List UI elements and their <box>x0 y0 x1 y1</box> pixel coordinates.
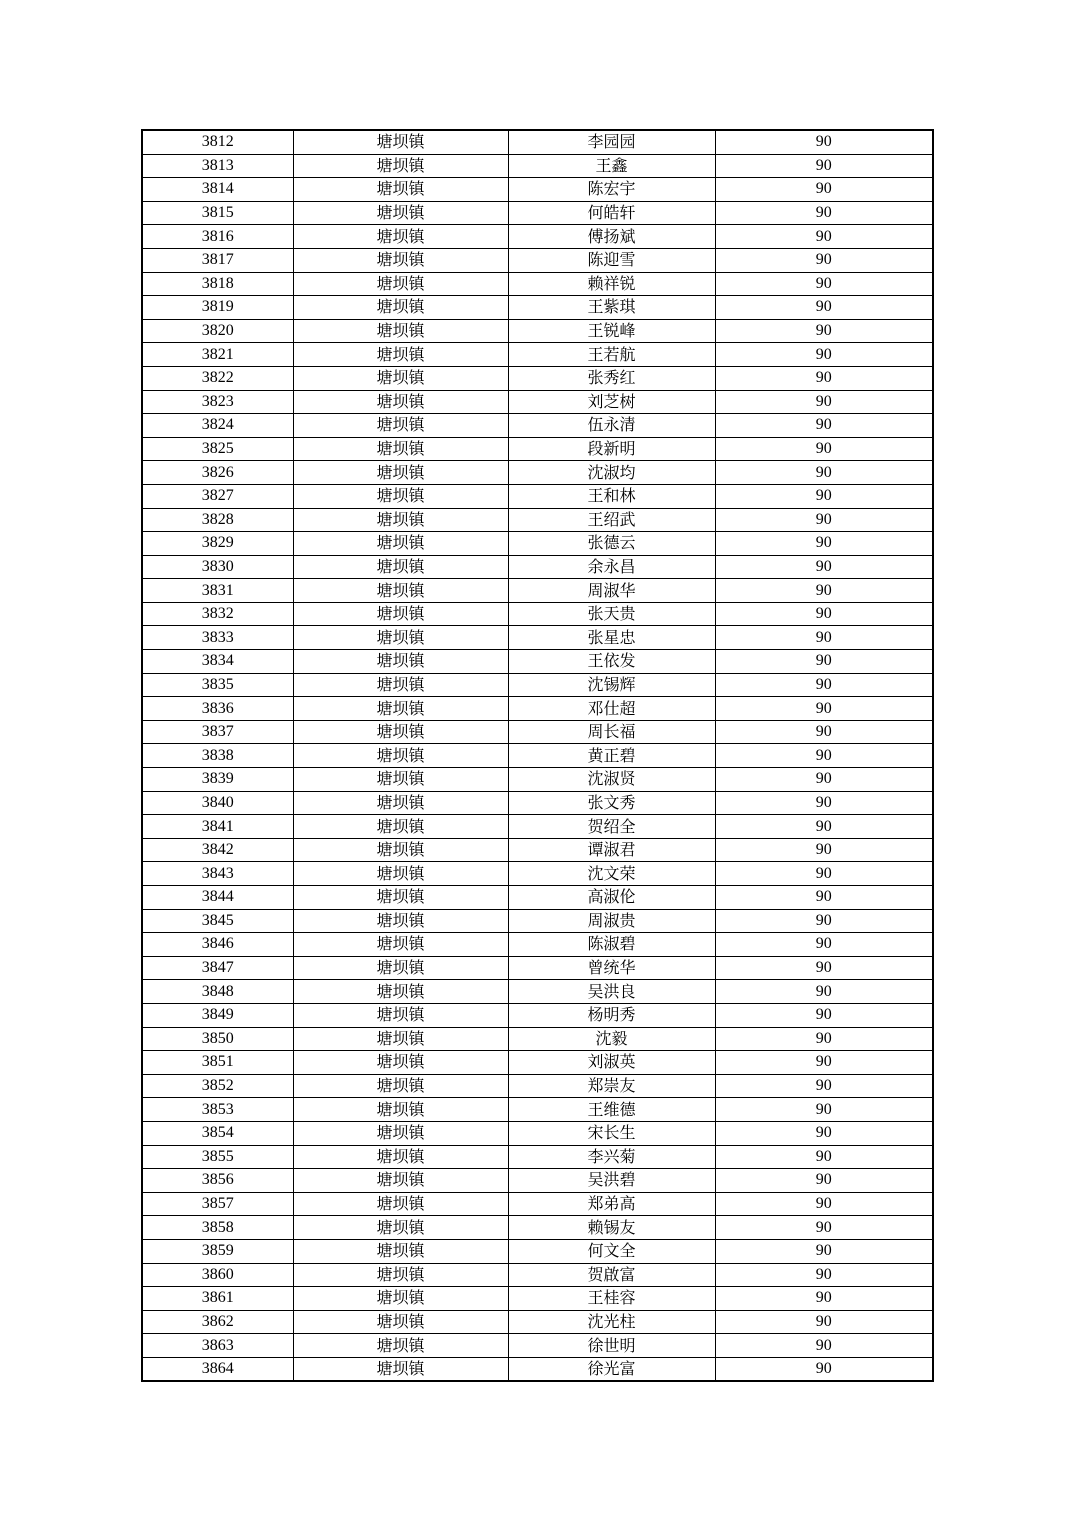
town-cell: 塘坝镇 <box>293 1216 508 1240</box>
town-cell: 塘坝镇 <box>293 886 508 910</box>
score-cell: 90 <box>715 1169 933 1193</box>
person-name-cell: 赖祥锐 <box>508 272 715 296</box>
table-row <box>142 154 933 178</box>
serial-number-cell: 3818 <box>142 272 293 296</box>
town-cell: 塘坝镇 <box>293 296 508 320</box>
score-cell: 90 <box>715 272 933 296</box>
score-cell: 90 <box>715 626 933 650</box>
person-name-cell: 沈锡辉 <box>508 673 715 697</box>
score-cell: 90 <box>715 555 933 579</box>
town-cell: 塘坝镇 <box>293 909 508 933</box>
serial-number-cell: 3851 <box>142 1051 293 1075</box>
table-row <box>142 956 933 980</box>
serial-number-cell: 3812 <box>142 130 293 154</box>
table-row <box>142 791 933 815</box>
person-name-cell: 赖锡友 <box>508 1216 715 1240</box>
score-cell: 90 <box>715 1074 933 1098</box>
score-cell: 90 <box>715 366 933 390</box>
town-cell: 塘坝镇 <box>293 484 508 508</box>
serial-number-cell: 3822 <box>142 366 293 390</box>
town-cell: 塘坝镇 <box>293 178 508 202</box>
table-row <box>142 1074 933 1098</box>
table-row <box>142 248 933 272</box>
score-cell: 90 <box>715 414 933 438</box>
score-cell: 90 <box>715 1287 933 1311</box>
table-row <box>142 1169 933 1193</box>
town-cell: 塘坝镇 <box>293 1074 508 1098</box>
town-cell: 塘坝镇 <box>293 366 508 390</box>
score-cell: 90 <box>715 1263 933 1287</box>
score-cell: 90 <box>715 1145 933 1169</box>
table-row <box>142 697 933 721</box>
town-cell: 塘坝镇 <box>293 673 508 697</box>
score-cell: 90 <box>715 154 933 178</box>
table-row <box>142 626 933 650</box>
serial-number-cell: 3825 <box>142 437 293 461</box>
person-name-cell: 高淑伦 <box>508 886 715 910</box>
person-name-cell: 吴洪碧 <box>508 1169 715 1193</box>
table-row <box>142 201 933 225</box>
town-cell: 塘坝镇 <box>293 980 508 1004</box>
town-cell: 塘坝镇 <box>293 791 508 815</box>
person-name-cell: 沈淑贤 <box>508 768 715 792</box>
town-cell: 塘坝镇 <box>293 744 508 768</box>
town-cell: 塘坝镇 <box>293 697 508 721</box>
person-name-cell: 沈淑均 <box>508 461 715 485</box>
town-cell: 塘坝镇 <box>293 1169 508 1193</box>
town-cell: 塘坝镇 <box>293 272 508 296</box>
score-cell: 90 <box>715 1357 933 1381</box>
town-cell: 塘坝镇 <box>293 768 508 792</box>
serial-number-cell: 3817 <box>142 248 293 272</box>
score-cell: 90 <box>715 697 933 721</box>
serial-number-cell: 3826 <box>142 461 293 485</box>
table-row <box>142 886 933 910</box>
serial-number-cell: 3853 <box>142 1098 293 1122</box>
score-cell: 90 <box>715 248 933 272</box>
score-cell: 90 <box>715 980 933 1004</box>
table-row <box>142 838 933 862</box>
person-name-cell: 杨明秀 <box>508 1003 715 1027</box>
town-cell: 塘坝镇 <box>293 201 508 225</box>
table-row <box>142 225 933 249</box>
town-cell: 塘坝镇 <box>293 838 508 862</box>
table-row <box>142 1145 933 1169</box>
table-row <box>142 1192 933 1216</box>
town-cell: 塘坝镇 <box>293 1003 508 1027</box>
score-cell: 90 <box>715 1310 933 1334</box>
serial-number-cell: 3823 <box>142 390 293 414</box>
town-cell: 塘坝镇 <box>293 720 508 744</box>
person-name-cell: 黄正碧 <box>508 744 715 768</box>
serial-number-cell: 3836 <box>142 697 293 721</box>
person-name-cell: 刘淑英 <box>508 1051 715 1075</box>
table-row <box>142 437 933 461</box>
serial-number-cell: 3861 <box>142 1287 293 1311</box>
table-row <box>142 1051 933 1075</box>
town-cell: 塘坝镇 <box>293 1334 508 1358</box>
serial-number-cell: 3860 <box>142 1263 293 1287</box>
person-name-cell: 陈淑碧 <box>508 933 715 957</box>
score-cell: 90 <box>715 343 933 367</box>
table-row <box>142 508 933 532</box>
table-row <box>142 555 933 579</box>
serial-number-cell: 3821 <box>142 343 293 367</box>
table-row <box>142 673 933 697</box>
score-cell: 90 <box>715 319 933 343</box>
score-cell: 90 <box>715 437 933 461</box>
person-name-cell: 贺绍全 <box>508 815 715 839</box>
score-cell: 90 <box>715 532 933 556</box>
score-cell: 90 <box>715 933 933 957</box>
town-cell: 塘坝镇 <box>293 1263 508 1287</box>
score-cell: 90 <box>715 791 933 815</box>
table-row <box>142 178 933 202</box>
score-cell: 90 <box>715 1027 933 1051</box>
score-cell: 90 <box>715 886 933 910</box>
score-cell: 90 <box>715 579 933 603</box>
person-name-cell: 郑弟高 <box>508 1192 715 1216</box>
score-cell: 90 <box>715 1239 933 1263</box>
serial-number-cell: 3848 <box>142 980 293 1004</box>
person-name-cell: 王依发 <box>508 650 715 674</box>
person-name-cell: 王绍武 <box>508 508 715 532</box>
person-name-cell: 郑崇友 <box>508 1074 715 1098</box>
person-name-cell: 张德云 <box>508 532 715 556</box>
person-name-cell: 傅扬斌 <box>508 225 715 249</box>
town-cell: 塘坝镇 <box>293 1192 508 1216</box>
table-row <box>142 720 933 744</box>
person-name-cell: 何皓轩 <box>508 201 715 225</box>
table-row <box>142 461 933 485</box>
score-cell: 90 <box>715 744 933 768</box>
table-row <box>142 319 933 343</box>
serial-number-cell: 3850 <box>142 1027 293 1051</box>
table-row <box>142 768 933 792</box>
person-name-cell: 周长福 <box>508 720 715 744</box>
person-name-cell: 王鑫 <box>508 154 715 178</box>
score-cell: 90 <box>715 909 933 933</box>
town-cell: 塘坝镇 <box>293 650 508 674</box>
table-row <box>142 414 933 438</box>
person-name-cell: 张天贵 <box>508 602 715 626</box>
person-name-cell: 何文全 <box>508 1239 715 1263</box>
town-cell: 塘坝镇 <box>293 508 508 532</box>
table-row <box>142 602 933 626</box>
town-cell: 塘坝镇 <box>293 815 508 839</box>
town-cell: 塘坝镇 <box>293 437 508 461</box>
person-name-cell: 吴洪良 <box>508 980 715 1004</box>
score-cell: 90 <box>715 484 933 508</box>
serial-number-cell: 3839 <box>142 768 293 792</box>
person-name-cell: 陈迎雪 <box>508 248 715 272</box>
person-name-cell: 王桂容 <box>508 1287 715 1311</box>
serial-number-cell: 3814 <box>142 178 293 202</box>
person-name-cell: 曾统华 <box>508 956 715 980</box>
town-cell: 塘坝镇 <box>293 130 508 154</box>
table-row <box>142 366 933 390</box>
table-row <box>142 272 933 296</box>
table-row <box>142 933 933 957</box>
serial-number-cell: 3830 <box>142 555 293 579</box>
serial-number-cell: 3844 <box>142 886 293 910</box>
serial-number-cell: 3857 <box>142 1192 293 1216</box>
score-cell: 90 <box>715 130 933 154</box>
person-name-cell: 沈光柱 <box>508 1310 715 1334</box>
serial-number-cell: 3831 <box>142 579 293 603</box>
serial-number-cell: 3858 <box>142 1216 293 1240</box>
town-cell: 塘坝镇 <box>293 1287 508 1311</box>
town-cell: 塘坝镇 <box>293 862 508 886</box>
town-cell: 塘坝镇 <box>293 1121 508 1145</box>
serial-number-cell: 3856 <box>142 1169 293 1193</box>
table-row <box>142 862 933 886</box>
serial-number-cell: 3824 <box>142 414 293 438</box>
town-cell: 塘坝镇 <box>293 1145 508 1169</box>
score-cell: 90 <box>715 673 933 697</box>
score-cell: 90 <box>715 815 933 839</box>
score-cell: 90 <box>715 720 933 744</box>
table-row <box>142 1287 933 1311</box>
town-cell: 塘坝镇 <box>293 933 508 957</box>
table-row <box>142 1239 933 1263</box>
town-cell: 塘坝镇 <box>293 626 508 650</box>
town-cell: 塘坝镇 <box>293 343 508 367</box>
person-name-cell: 刘芝树 <box>508 390 715 414</box>
person-name-cell: 王若航 <box>508 343 715 367</box>
person-name-cell: 张星忠 <box>508 626 715 650</box>
person-name-cell: 余永昌 <box>508 555 715 579</box>
table-row <box>142 484 933 508</box>
serial-number-cell: 3855 <box>142 1145 293 1169</box>
serial-number-cell: 3813 <box>142 154 293 178</box>
person-name-cell: 张文秀 <box>508 791 715 815</box>
serial-number-cell: 3843 <box>142 862 293 886</box>
serial-number-cell: 3837 <box>142 720 293 744</box>
serial-number-cell: 3841 <box>142 815 293 839</box>
town-cell: 塘坝镇 <box>293 414 508 438</box>
person-name-cell: 谭淑君 <box>508 838 715 862</box>
person-name-cell: 王紫琪 <box>508 296 715 320</box>
serial-number-cell: 3863 <box>142 1334 293 1358</box>
table-row <box>142 1098 933 1122</box>
table-row <box>142 1216 933 1240</box>
table-row <box>142 1263 933 1287</box>
score-cell: 90 <box>715 1003 933 1027</box>
serial-number-cell: 3859 <box>142 1239 293 1263</box>
table-row <box>142 650 933 674</box>
score-cell: 90 <box>715 768 933 792</box>
serial-number-cell: 3846 <box>142 933 293 957</box>
table-row <box>142 1027 933 1051</box>
person-name-cell: 段新明 <box>508 437 715 461</box>
town-cell: 塘坝镇 <box>293 1027 508 1051</box>
serial-number-cell: 3849 <box>142 1003 293 1027</box>
person-name-cell: 李兴菊 <box>508 1145 715 1169</box>
score-cell: 90 <box>715 178 933 202</box>
person-name-cell: 邓仕超 <box>508 697 715 721</box>
person-name-cell: 沈文荣 <box>508 862 715 886</box>
score-cell: 90 <box>715 650 933 674</box>
score-cell: 90 <box>715 1192 933 1216</box>
serial-number-cell: 3842 <box>142 838 293 862</box>
table-row <box>142 130 933 154</box>
table-row <box>142 909 933 933</box>
score-cell: 90 <box>715 1334 933 1358</box>
serial-number-cell: 3852 <box>142 1074 293 1098</box>
table-row <box>142 579 933 603</box>
score-cell: 90 <box>715 1098 933 1122</box>
score-cell: 90 <box>715 461 933 485</box>
table-row <box>142 815 933 839</box>
person-name-cell: 宋长生 <box>508 1121 715 1145</box>
person-name-cell: 张秀红 <box>508 366 715 390</box>
town-cell: 塘坝镇 <box>293 555 508 579</box>
roster-table <box>141 129 934 1382</box>
town-cell: 塘坝镇 <box>293 1239 508 1263</box>
serial-number-cell: 3834 <box>142 650 293 674</box>
score-cell: 90 <box>715 1121 933 1145</box>
town-cell: 塘坝镇 <box>293 956 508 980</box>
person-name-cell: 贺啟富 <box>508 1263 715 1287</box>
table-row <box>142 343 933 367</box>
roster-body <box>142 130 933 1381</box>
person-name-cell: 王维德 <box>508 1098 715 1122</box>
table-row <box>142 390 933 414</box>
serial-number-cell: 3828 <box>142 508 293 532</box>
serial-number-cell: 3862 <box>142 1310 293 1334</box>
score-cell: 90 <box>715 508 933 532</box>
town-cell: 塘坝镇 <box>293 532 508 556</box>
town-cell: 塘坝镇 <box>293 1051 508 1075</box>
table-row <box>142 980 933 1004</box>
serial-number-cell: 3833 <box>142 626 293 650</box>
score-cell: 90 <box>715 201 933 225</box>
score-cell: 90 <box>715 602 933 626</box>
serial-number-cell: 3840 <box>142 791 293 815</box>
serial-number-cell: 3829 <box>142 532 293 556</box>
person-name-cell: 徐光富 <box>508 1357 715 1381</box>
town-cell: 塘坝镇 <box>293 461 508 485</box>
table-row <box>142 532 933 556</box>
serial-number-cell: 3864 <box>142 1357 293 1381</box>
town-cell: 塘坝镇 <box>293 390 508 414</box>
score-cell: 90 <box>715 838 933 862</box>
score-cell: 90 <box>715 225 933 249</box>
table-row <box>142 1357 933 1381</box>
town-cell: 塘坝镇 <box>293 602 508 626</box>
town-cell: 塘坝镇 <box>293 248 508 272</box>
person-name-cell: 李园园 <box>508 130 715 154</box>
town-cell: 塘坝镇 <box>293 154 508 178</box>
town-cell: 塘坝镇 <box>293 225 508 249</box>
town-cell: 塘坝镇 <box>293 1310 508 1334</box>
score-cell: 90 <box>715 296 933 320</box>
serial-number-cell: 3847 <box>142 956 293 980</box>
score-cell: 90 <box>715 956 933 980</box>
person-name-cell: 沈毅 <box>508 1027 715 1051</box>
table-row <box>142 1121 933 1145</box>
serial-number-cell: 3827 <box>142 484 293 508</box>
town-cell: 塘坝镇 <box>293 319 508 343</box>
serial-number-cell: 3854 <box>142 1121 293 1145</box>
serial-number-cell: 3816 <box>142 225 293 249</box>
table-row <box>142 1310 933 1334</box>
score-cell: 90 <box>715 1216 933 1240</box>
person-name-cell: 王和林 <box>508 484 715 508</box>
person-name-cell: 伍永清 <box>508 414 715 438</box>
person-name-cell: 周淑华 <box>508 579 715 603</box>
score-cell: 90 <box>715 390 933 414</box>
person-name-cell: 周淑贵 <box>508 909 715 933</box>
table-row <box>142 1334 933 1358</box>
serial-number-cell: 3815 <box>142 201 293 225</box>
serial-number-cell: 3845 <box>142 909 293 933</box>
score-cell: 90 <box>715 1051 933 1075</box>
person-name-cell: 王锐峰 <box>508 319 715 343</box>
score-cell: 90 <box>715 862 933 886</box>
person-name-cell: 徐世明 <box>508 1334 715 1358</box>
town-cell: 塘坝镇 <box>293 579 508 603</box>
table-row <box>142 744 933 768</box>
serial-number-cell: 3820 <box>142 319 293 343</box>
serial-number-cell: 3832 <box>142 602 293 626</box>
serial-number-cell: 3838 <box>142 744 293 768</box>
town-cell: 塘坝镇 <box>293 1098 508 1122</box>
serial-number-cell: 3819 <box>142 296 293 320</box>
town-cell: 塘坝镇 <box>293 1357 508 1381</box>
table-row <box>142 296 933 320</box>
table-row <box>142 1003 933 1027</box>
serial-number-cell: 3835 <box>142 673 293 697</box>
person-name-cell: 陈宏宇 <box>508 178 715 202</box>
